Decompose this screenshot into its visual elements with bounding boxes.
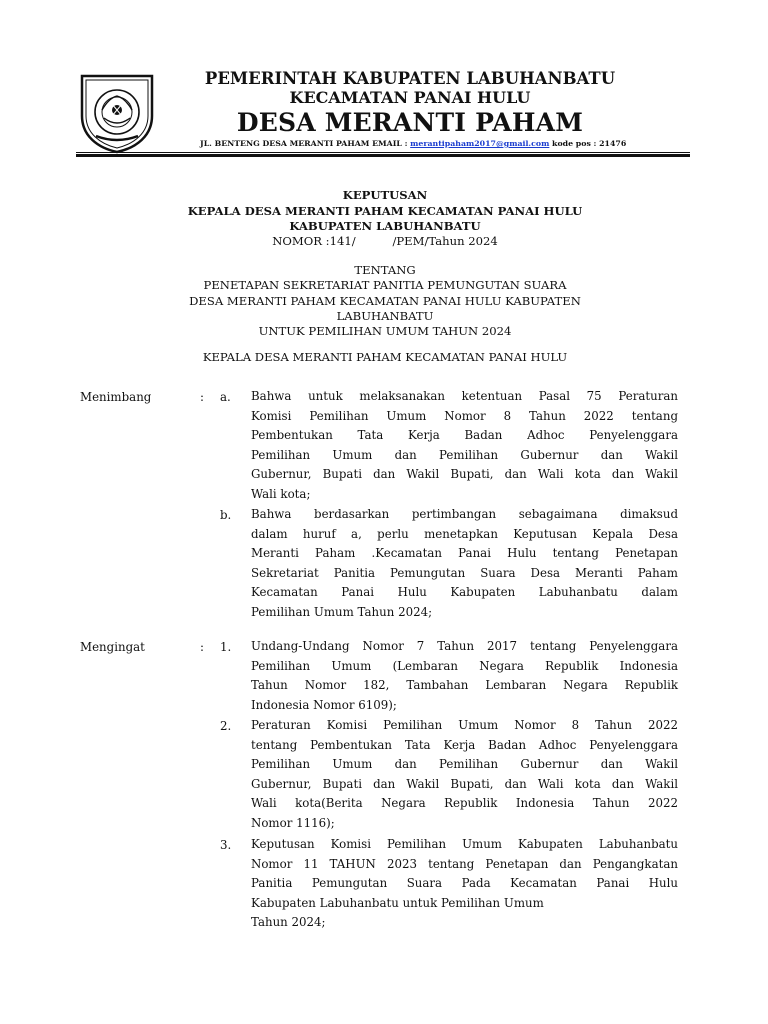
text-line: Panitia Pemungutan Suara Pada Kecamatan Panai Hulu [251, 876, 678, 891]
text-line: Nomor 11 TAHUN 2023 tentang Penetapan dan Pengangkatan [251, 856, 678, 871]
text-line: dalam huruf a, perlu menetapkan Keputusan Kepala Desa [251, 526, 678, 541]
text-line: Tahun Nomor 182, Tambahan Lembaran Negara Republik [251, 678, 678, 693]
item-number: a. [220, 390, 231, 404]
postal-code: kode pos : 21476 [549, 139, 627, 148]
item-number: 2. [220, 719, 232, 733]
subject-line-4: UNTUK PEMILIHAN UMUM TAHUN 2024 [258, 324, 512, 338]
mengingat-colon: : [200, 640, 204, 654]
text-line: Pemilihan Umum dan Pemilihan Gubernur dan Wakil [251, 757, 678, 772]
address-text: JL. BENTENG DESA MERANTI PAHAM EMAIL : [200, 139, 411, 148]
about-heading: TENTANG [354, 263, 416, 277]
text-line: Pemilihan Umum Tahun 2024; [251, 604, 433, 619]
text-line: Gubernur, Bupati dan Wakil Bupati, dan Wali kota dan Wakil [251, 776, 678, 791]
text-line: Kabupaten Labuhanbatu untuk Pemilihan Umum [251, 895, 544, 910]
text-line: Gubernur, Bupati dan Wakil Bupati, dan Wali kota dan Wakil [251, 467, 678, 482]
text-line: Peraturan Komisi Pemilihan Umum Nomor 8 Tahun 2022 [251, 718, 678, 732]
district-name: KECAMATAN PANAI HULU [289, 88, 531, 107]
text-line: Pembentukan Tata Kerja Badan Adhoc Penyelenggara [251, 428, 678, 443]
mengingat-item-1-text [251, 637, 678, 715]
item-number: 3. [220, 838, 232, 852]
text-line: Bahwa untuk melaksanakan ketentuan Pasal 75 Peraturan [251, 389, 678, 403]
text-line: Nomor 1116); [251, 815, 335, 830]
item-number: 1. [220, 640, 232, 654]
header-rule-thick [76, 154, 690, 157]
text-line: Sekretariat Panitia Pemungutan Suara Desa Meranti Paham [251, 565, 678, 580]
text-line: Komisi Pemilihan Umum Nomor 8 Tahun 2022 tentang [251, 408, 678, 423]
text-line: Bahwa berdasarkan pertimbangan sebagaimana dimaksud [251, 507, 678, 521]
menimbang-item-b-text [251, 505, 678, 623]
text-line: Undang-Undang Nomor 7 Tahun 2017 tentang Penyelenggara [251, 639, 678, 653]
mengingat-label: Mengingat [80, 640, 145, 654]
text-line: Wali kota(Berita Negara Republik Indonesia Tahun 2022 [251, 796, 678, 811]
header-rule-thin [76, 152, 690, 153]
text-line: Wali kota; [251, 486, 311, 501]
subject-line-1: PENETAPAN SEKRETARIAT PANITIA PEMUNGUTAN SUARA [203, 278, 567, 292]
doc-issuer: KEPALA DESA MERANTI PAHAM KECAMATAN PANAI HULU [187, 204, 583, 218]
text-line: Tahun 2024; [251, 915, 326, 930]
text-line: Indonesia Nomor 6109); [251, 697, 397, 712]
issuer-heading: KEPALA DESA MERANTI PAHAM KECAMATAN PANAI HULU [202, 350, 568, 364]
menimbang-colon: : [200, 390, 204, 404]
mengingat-item-3-text [251, 835, 678, 933]
menimbang-label: Menimbang [80, 390, 152, 404]
doc-issuer-regency: KABUPATEN LABUHANBATU [289, 219, 481, 233]
address-line [200, 139, 680, 148]
email-link[interactable]: merantipaham2017@gmail.com [410, 139, 550, 148]
text-line: Meranti Paham .Kecamatan Panai Hulu tentang Penetapan [251, 546, 678, 561]
text-line: Pemilihan Umum dan Pemilihan Gubernur dan Wakil [251, 447, 678, 462]
mengingat-item-2-text [251, 716, 678, 834]
regency-seal-logo [76, 70, 158, 154]
village-name: DESA MERANTI PAHAM [236, 108, 584, 137]
government-name: PEMERINTAH KABUPATEN LABUHANBATU [204, 69, 616, 88]
doc-number: NOMOR :141/ /PEM/Tahun 2024 [272, 234, 498, 248]
subject-line-2: DESA MERANTI PAHAM KECAMATAN PANAI HULU KABUPATEN [189, 294, 581, 308]
subject-line-3: LABUHANBATU [336, 309, 434, 323]
text-line: Keputusan Komisi Pemilihan Umum Kabupaten Labuhanbatu [251, 837, 678, 851]
doc-type: KEPUTUSAN [342, 188, 428, 202]
text-line: Pemilihan Umum (Lembaran Negara Republik Indonesia [251, 658, 678, 673]
text-line: tentang Pembentukan Tata Kerja Badan Adhoc Penyelenggara [251, 737, 678, 752]
menimbang-item-a-text [251, 387, 678, 505]
item-number: b. [220, 508, 232, 522]
text-line: Kecamatan Panai Hulu Kabupaten Labuhanbatu dalam [251, 585, 678, 600]
